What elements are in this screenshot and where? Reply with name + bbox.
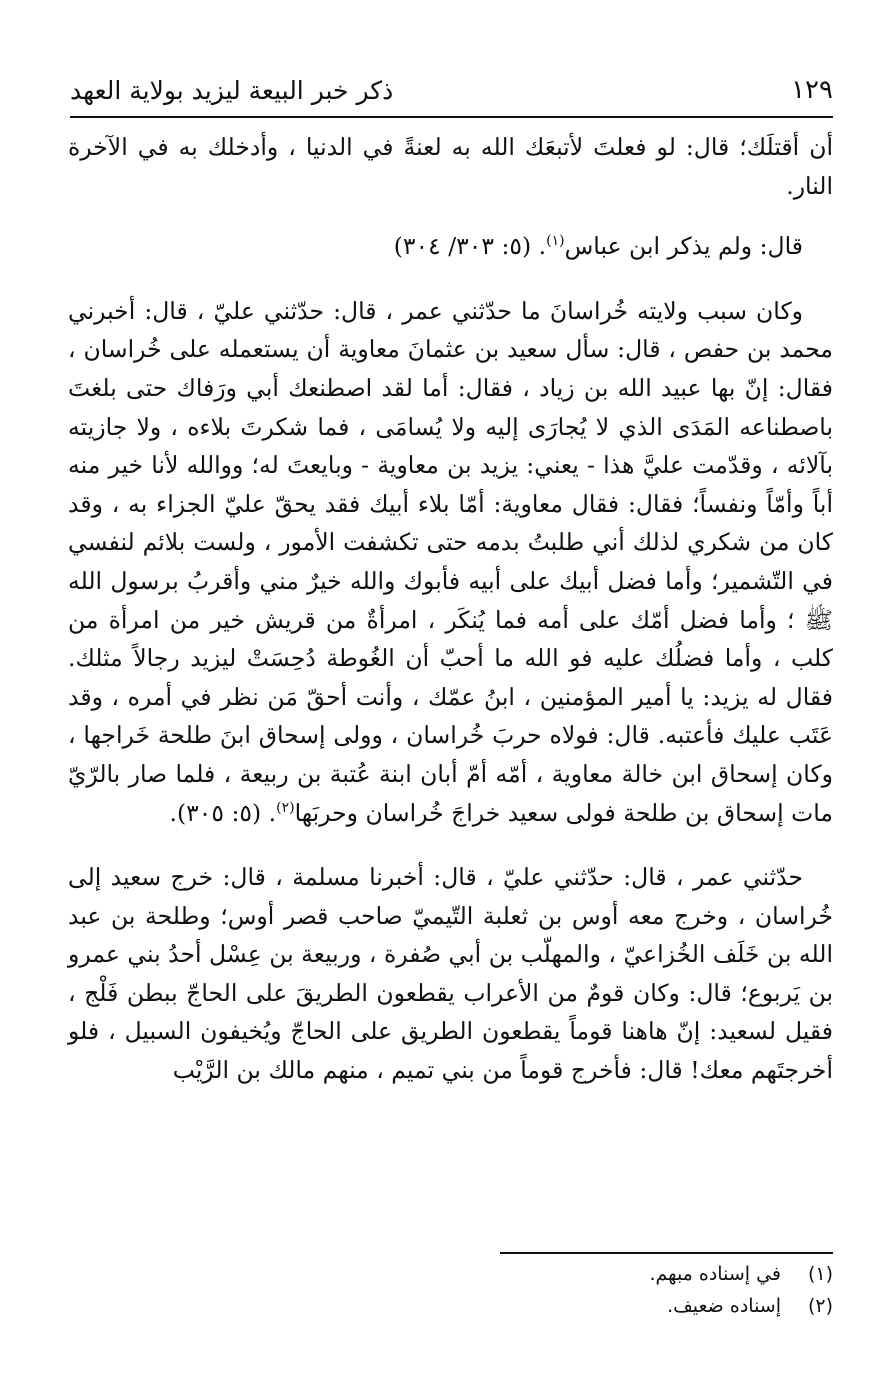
main-text — [68, 128, 833, 1090]
header-divider — [70, 116, 833, 118]
footnote-2 — [400, 1290, 833, 1322]
footnote-ref-1: (١) — [546, 233, 565, 250]
paragraph-3-text: وكان سبب ولايته خُراسانَ ما حدّثني عمر ، قال: حدّثني عليّ ، قال: أخبرني محمد بن حفص ، قال: سأل سعيد بن عثمانَ معاوية أن يستعمله على خُراسان ، فقال: إنّ بها عبيد الله بن زياد ، فقال: أما لقد اصطنعك أبي ورَفاك حتى بلغتَ باصطناعه المَدَى الذي لا يُجارَى إليه ولا يُسامَى ، فما شكرتَ بلاءه ، ولا جازيته بآلائه ، وقدّمت عليَّ هذا - يعني: يزيد بن معاوية - وبايعتَ له؛ ووالله لأنا خير منه أباً وأمّاً ونفساً؛ فقال: فقال معاوية: أمّا بلاء أبيك فقد يحقّ عليّ الجزاء به ، وقد كان من شكري لذلك أني طلبتُ بدمه حتى تكشفت الأمور ، ولست بلائم لنفسي في التّشمير؛ وأما فضل أبيك على أبيه فأبوك والله خيرٌ مني وأقربُ برسول الله ﷺ ؛ وأما فضل أمّك على أمه فما يُنكَر ، امرأةٌ من قريش خير من امرأة من كلب ، وأما فضلُك عليه فو الله ما أحبّ أن الغُوطة دُحِسَتْ ليزيد رجالاً مثلك. فقال له يزيد: يا أمير المؤمنين ، ابنُ عمّك ، وأنت أحقّ مَن نظر في أمره ، وقد عَتَب عليك فأعتبه. قال: فولاه حربَ خُراسان ، وولى إسحاق ابنَ طلحة خَراجها ، وكان إسحاق ابن خالة معاوية ، أمّه أمّ أبان ابنة عُتبة بن ربيعة ، فلما صار بالرّيّ مات إسحاق بن طلحة فولى سعيد خراجَ خُراسان وحربَها — [68, 296, 833, 827]
paragraph-1: أن أقتلَك؛ قال: لو فعلتَ لأتبعَك الله به لعنةً في الدنيا ، وأدخلك به في الآخرة النار. — [68, 133, 833, 200]
page-number: ١٢٩ — [791, 75, 833, 105]
paragraph-4: حدّثني عمر ، قال: حدّثني عليّ ، قال: أخبرنا مسلمة ، قال: خرج سعيد إلى خُراسان ، وخرج معه أوس بن ثعلبة التّيميّ صاحب قصر أوس؛ وطلحة بن عبد الله بن خَلَف الخُزاعيّ ، والمهلّب بن أبي صُفرة ، وربيعة بن عِسْل أحدُ بني عمرو بن يَربوع؛ قال: وكان قومٌ من الأعراب يقطعون الطريقَ على الحاجّ ببطن فَلْج ، فقيل لسعيد: إنّ هاهنا قوماً يقطعون الطريق على الحاجّ ويُخيفون السبيل ، فلو أخرجتَهم معك! قال: فأخرج قوماً من بني تميم ، منهم مالك بن الرَّيْب — [68, 863, 833, 1085]
paragraph-2 — [68, 227, 833, 266]
running-title: ذكر خبر البيعة ليزيد بولاية العهد — [70, 75, 394, 105]
paragraph-2-citation: . (٥: ٣٠٣/ ٣٠٤) — [393, 232, 547, 261]
footnote-1 — [400, 1258, 833, 1290]
footnote-number: (١) — [807, 1263, 833, 1285]
footnote-ref-2: (٢) — [276, 799, 295, 816]
footnote-divider — [500, 1252, 833, 1254]
footnotes — [400, 1258, 833, 1322]
page-header — [70, 70, 833, 110]
footnote-number: (٢) — [807, 1295, 833, 1317]
footnote-text: في إسناده مبهم. — [649, 1263, 781, 1285]
paragraph-3 — [68, 292, 833, 832]
paragraph-2-text: قال: ولم يذكر ابن عباس — [564, 232, 803, 261]
paragraph-3-citation: . (٥: ٣٠٥). — [169, 798, 277, 827]
footnote-text: إسناده ضعيف. — [667, 1295, 781, 1317]
